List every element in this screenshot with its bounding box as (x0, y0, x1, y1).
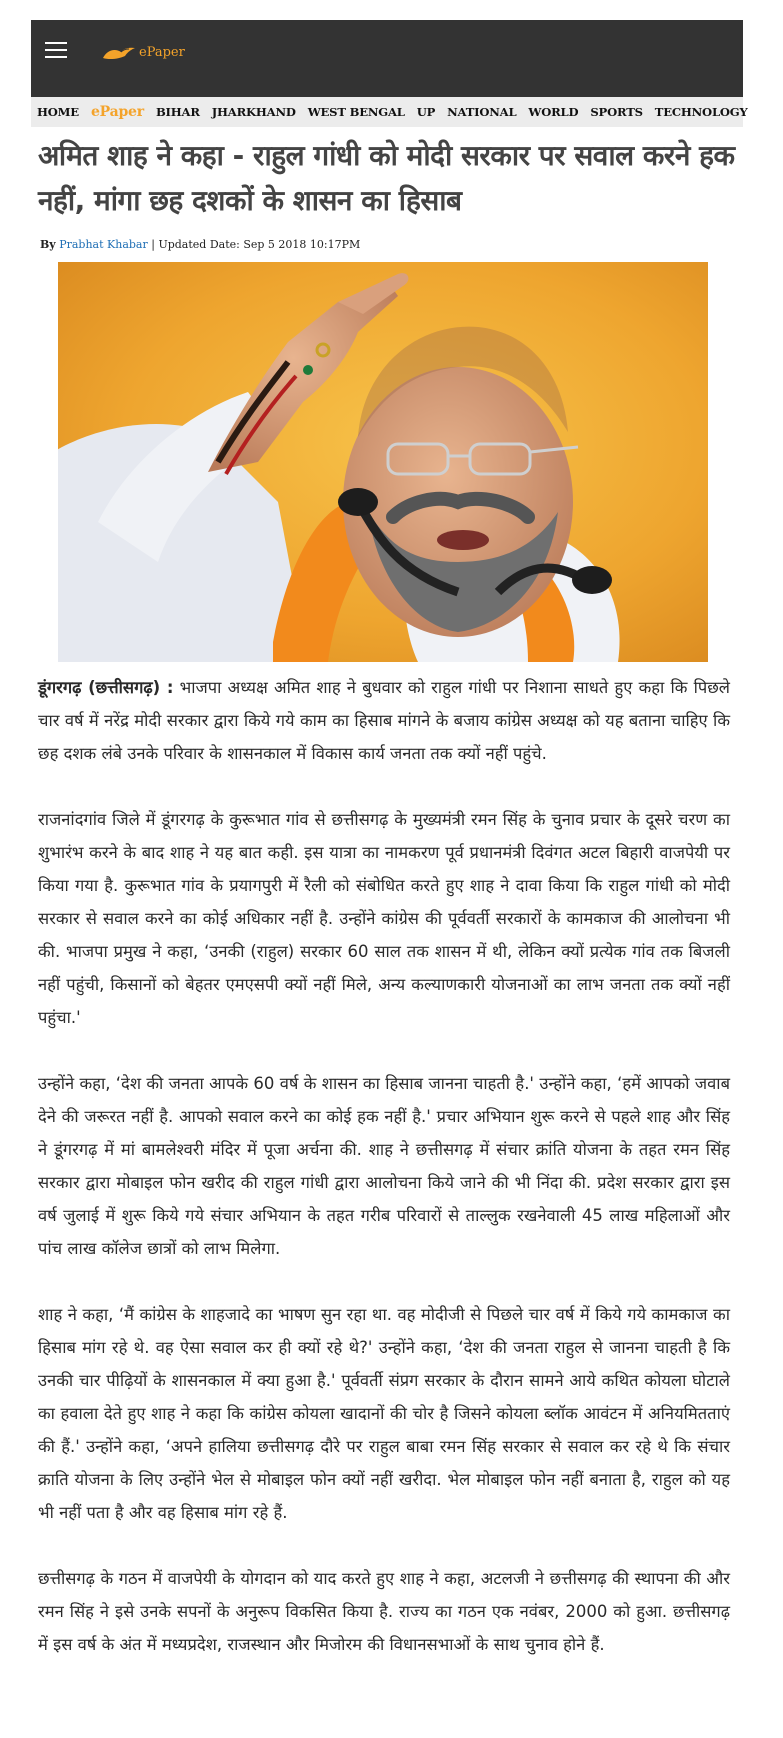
nav-sports[interactable]: SPORTS (590, 105, 643, 119)
bird-logo-icon (101, 44, 137, 60)
article-paragraph: छत्तीसगढ़ के गठन में वाजपेयी के योगदान को याद करते हुए शाह ने कहा, अटलजी ने छत्तीसगढ़ की स्थापना की और रमन सिंह ने इसे उनके सपनों के अनुरूप विकसित किया है. राज्य का गठन एक नवंबर, 2000 को हुआ. छत्तीसगढ़ में इस वर्ष के अंत में मध्यप्रदेश, राजस्थान और मिजोरम की विधानसभाओं के साथ चुनाव होने हैं. (38, 1569, 730, 1654)
logo-text: ePaper (139, 44, 185, 60)
nav-epaper[interactable]: ePaper (90, 104, 144, 120)
article-dateline: डूंगरगढ़ (छत्तीसगढ़) : (38, 678, 174, 697)
nav-home[interactable]: HOME (37, 105, 79, 119)
nav-west-bengal[interactable]: WEST BENGAL (307, 105, 405, 119)
nav-world[interactable]: WORLD (528, 105, 579, 119)
nav-jharkhand[interactable]: JHARKHAND (211, 105, 296, 119)
nav-bihar[interactable]: BIHAR (155, 105, 200, 119)
article-paragraph (38, 671, 730, 770)
article-body (38, 671, 730, 1694)
article-byline (40, 238, 360, 251)
speaker-photo-illustration (58, 262, 708, 662)
nav-up[interactable]: UP (416, 105, 436, 119)
updated-date: | Updated Date: Sep 5 2018 10:17PM (151, 238, 361, 251)
nav-national[interactable]: NATIONAL (447, 105, 517, 119)
nav-technology[interactable]: TECHNOLOGY (654, 105, 748, 119)
article-paragraph: शाह ने कहा, ‘मैं कांग्रेस के शाहजादे का भाषण सुन रहा था. वह मोदीजी से पिछले चार वर्ष में किये गये कामकाज का हिसाब मांग रहे थे. वह ऐसा सवाल कर ही क्यों रहे थे?' उन्होंने कहा, ‘देश की जनता राहुल से जानना चाहती है कि उनकी चार पीढ़ियों के शासनकाल में क्या हुआ है.' पूर्ववर्ती संप्रग सरकार के दौरान सामने आये कथित कोयला घोटाले का हवाला देते हुए शाह ने कहा कि कांग्रेस कोयला खादानों की चोर है जिसने कोयला ब्लॉक आवंटन में अनियमितताएं की हैं.' उन्होंने कहा, ‘अपने हालिया छत्तीसगढ़ दौरे पर राहुल बाबा रमन सिंह सरकार से सवाल कर रहे थे कि संचार क्राति योजना के लिए उन्होंने भेल से मोबाइल फोन क्यों नहीं खरीदा. भेल मोबाइल फोन नहीं बनाता है, राहुल को यह भी नहीं पता है और वह हिसाब मांग रहे हैं. (38, 1305, 730, 1522)
byline-prefix: By (40, 238, 56, 251)
paragraph-text: भाजपा अध्यक्ष अमित शाह ने बुधवार को राहुल गांधी पर निशाना साधते हुए कहा कि पिछले चार वर्ष में नरेंद्र मोदी सरकार द्वारा किये गये काम का हिसाब मांगने के बजाय कांग्रेस अध्यक्ष को यह बताना चाहिए कि छह दशक लंबे उनके परिवार के शासनकाल में विकास कार्य जनता तक क्यों नहीं पहुंचे. (38, 678, 730, 763)
article-paragraph: उन्होंने कहा, ‘देश की जनता आपके 60 वर्ष के शासन का हिसाब जानना चाहती है.' उन्होंने कहा, ‘हमें आपको जवाब देने की जरूरत नहीं है. आपको सवाल करने का कोई हक नहीं है.' प्रचार अभियान शुरू करने से पहले शाह और सिंह ने डूंगरगढ़ में मां बामलेश्वरी मंदिर में पूजा अर्चना की. शाह ने छत्तीसगढ़ में संचार क्रांति योजना के तहत रमन सिंह सरकार द्वारा मोबाइल फोन खरीद की राहुल गांधी द्वारा आलोचना किये जाने की भी निंदा की. प्रदेश सरकार द्वारा इस वर्ष जुलाई में शुरू किये गये संचार अभियान के तहत गरीब परिवारों से ताल्लुक रखनेवाली 45 लाख महिलाओं और पांच लाख कॉलेज छात्रों को लाभ मिलेगा. (38, 1074, 730, 1258)
epaper-logo[interactable] (101, 44, 185, 60)
category-nav (31, 97, 748, 127)
article-photo (58, 262, 708, 662)
article-headline: अमित शाह ने कहा - राहुल गांधी को मोदी सरकार पर सवाल करने हक नहीं, मांगा छह दशकों के शासन का हिसाब (38, 139, 735, 217)
top-header-bar (31, 20, 743, 97)
author-link[interactable]: Prabhat Khabar (59, 238, 148, 251)
hamburger-menu-icon[interactable] (45, 42, 67, 60)
article-paragraph: राजनांदगांव जिले में डूंगरगढ़ के कुरूभात गांव से छत्तीसगढ़ के मुख्यमंत्री रमन सिंह के चुनाव प्रचार के दूसरे चरण का शुभारंभ करने के बाद शाह ने यह बात कही. इस यात्रा का नामकरण पूर्व प्रधानमंत्री दिवंगत अटल बिहारी वाजपेयी पर किया गया है. कुरूभात गांव के प्रयागपुरी में रैली को संबोधित करते हुए शाह ने दावा किया कि राहुल गांधी को मोदी सरकार से सवाल करने का कोई अधिकार नहीं है. उन्होंने कांग्रेस की पूर्ववर्ती सरकारों के कामकाज की आलोचना भी की. भाजपा प्रमुख ने कहा, ‘उनकी (राहुल) सरकार 60 साल तक शासन में थी, लेकिन क्यों प्रत्येक गांव तक बिजली नहीं पहुंची, किसानों को बेहतर एमएसपी क्यों नहीं मिले, अन्य कल्याणकारी योजनाओं का लाभ जनता तक क्यों नहीं पहुंचा.' (38, 810, 730, 1027)
